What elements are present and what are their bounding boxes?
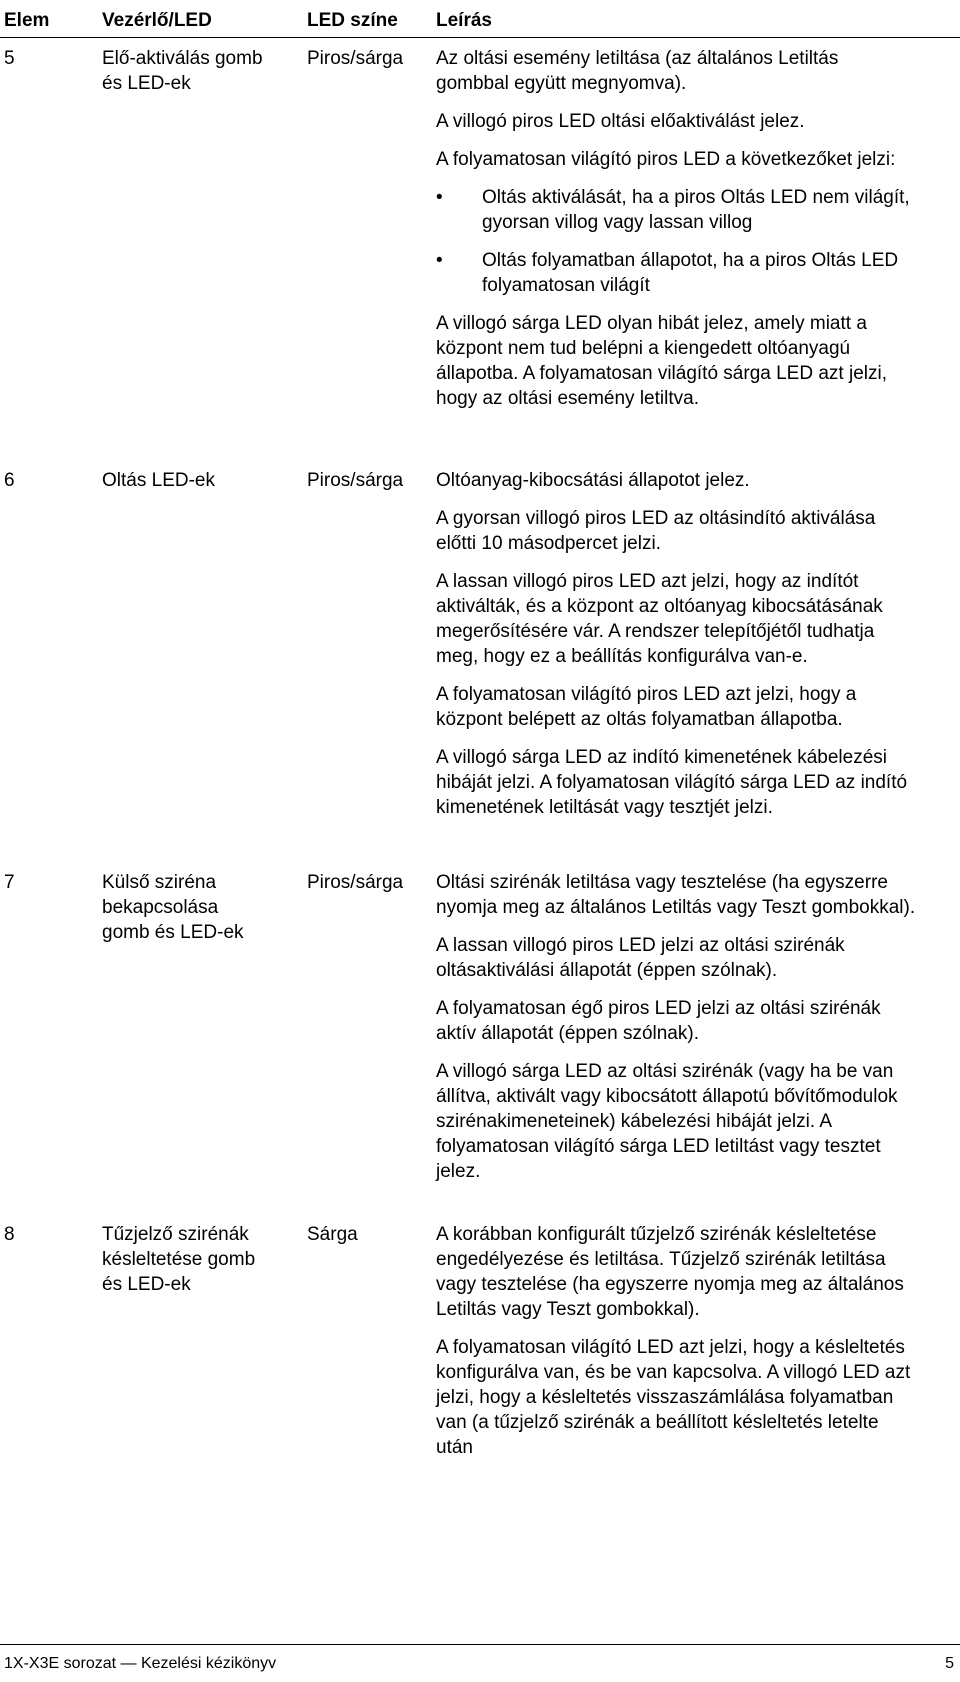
header-elem: Elem (4, 10, 50, 31)
desc-paragraph: A folyamatosan égő piros LED jelzi az oltási szirénák aktív állapotát (éppen szólnak). (436, 998, 881, 1044)
row-color: Piros/sárga (307, 48, 404, 69)
row-elem: 8 (4, 1224, 15, 1245)
row-elem: 6 (4, 470, 15, 491)
bullet-icon: • (436, 250, 443, 271)
control-line: gomb és LED-ek (102, 922, 244, 943)
footer-divider (0, 1644, 960, 1645)
bullet-item (436, 248, 916, 298)
row-description (436, 468, 916, 833)
desc-paragraph: A villogó sárga LED az oltási szirénák (vagy ha be van állítva, aktivált vagy kibocsátott állapotú bővítőmodulok szirénakimeneteinek) kábelezési hibáját jelzi. A folyamatosan világító sárga LED letiltást vagy tesztet jelez. (436, 1061, 898, 1182)
row-elem: 5 (4, 48, 15, 69)
desc-paragraph: A folyamatosan világító piros LED a következőket jelzi: (436, 149, 896, 170)
control-line: és LED-ek (102, 73, 191, 94)
header-description: Leírás (436, 10, 492, 31)
desc-paragraph: Oltóanyag-kibocsátási állapotot jelez. (436, 470, 750, 491)
desc-paragraph: A villogó sárga LED olyan hibát jelez, amely miatt a központ nem tud belépni a kiengedett oltóanyagú állapotba. A folyamatosan világító sárga LED azt jelzi, hogy az oltási esemény letiltva. (436, 313, 887, 409)
header-led-color: LED színe (307, 10, 398, 31)
row-control (102, 1222, 292, 1297)
control-line: Elő-aktiválás gomb (102, 48, 263, 69)
control-line: Tűzjelző szirénák (102, 1224, 249, 1245)
bullet-text: Oltás aktiválását, ha a piros Oltás LED nem világít, gyorsan villog vagy lassan villog (482, 187, 910, 233)
desc-paragraph: A folyamatosan világító piros LED azt jelzi, hogy a központ belépett az oltás folyamatban állapotba. (436, 684, 857, 730)
row-elem: 7 (4, 872, 15, 893)
desc-paragraph: A gyorsan villogó piros LED az oltásindító aktiválása előtti 10 másodpercet jelzi. (436, 508, 876, 554)
desc-paragraph: A lassan villogó piros LED azt jelzi, hogy az indítót aktiválták, és a központ az oltóanyag kibocsátásának megerősítésére vár. A rendszer telepítőjétől tudhatja meg, hogy ez a beállítás konfigurálva van-e. (436, 571, 883, 667)
page-number: 5 (945, 1655, 954, 1672)
desc-paragraph: A villogó piros LED oltási előaktiválást jelez. (436, 111, 805, 132)
row-control (102, 870, 292, 945)
control-line: késleltetése gomb (102, 1249, 256, 1270)
control-line: Oltás LED-ek (102, 470, 215, 491)
header-control: Vezérlő/LED (102, 10, 212, 31)
bullet-icon: • (436, 187, 443, 208)
desc-paragraph: A lassan villogó piros LED jelzi az oltási szirénák oltásaktiválási állapotát (éppen szólnak). (436, 935, 845, 981)
control-line: bekapcsolása (102, 897, 219, 918)
row-control (102, 468, 292, 493)
control-line: és LED-ek (102, 1274, 191, 1295)
footer-title: 1X-X3E sorozat — Kezelési kézikönyv (4, 1655, 277, 1672)
row-control (102, 46, 292, 96)
row-description (436, 870, 916, 1197)
desc-paragraph: Az oltási esemény letiltása (az általános Letiltás gombbal együtt megnyomva). (436, 48, 839, 94)
row-color: Piros/sárga (307, 470, 404, 491)
row-color: Sárga (307, 1224, 358, 1245)
bullet-text: Oltás folyamatban állapotot, ha a piros Oltás LED folyamatosan világít (482, 250, 899, 296)
desc-paragraph: A korábban konfigurált tűzjelző szirénák késleltetése engedélyezése és letiltása. Tűzjelző szirénák letiltása vagy tesztelése (ha egyszerre nyomja meg az általános Letiltás vagy Teszt gombokkal). (436, 1224, 904, 1320)
table-header (0, 0, 960, 38)
bullet-item (436, 185, 916, 235)
desc-paragraph: A folyamatosan világító LED azt jelzi, hogy a késleltetés konfigurálva van, és be van kapcsolva. A villogó LED azt jelzi, hogy a késleltetés visszaszámlálása folyamatban van (a tűzjelző szirénák a beállított késleltetés letelte után (436, 1337, 911, 1458)
control-line: Külső sziréna (102, 872, 217, 893)
desc-paragraph: A villogó sárga LED az indító kimenetének kábelezési hibáját jelzi. A folyamatosan világító sárga LED az indító kimenetének letiltását vagy tesztjét jelzi. (436, 747, 908, 818)
desc-paragraph: Oltási szirénák letiltása vagy tesztelése (ha egyszerre nyomja meg az általános Letiltás vagy Teszt gombokkal). (436, 872, 916, 918)
row-description (436, 1222, 916, 1473)
row-description (436, 46, 916, 424)
row-color: Piros/sárga (307, 872, 404, 893)
